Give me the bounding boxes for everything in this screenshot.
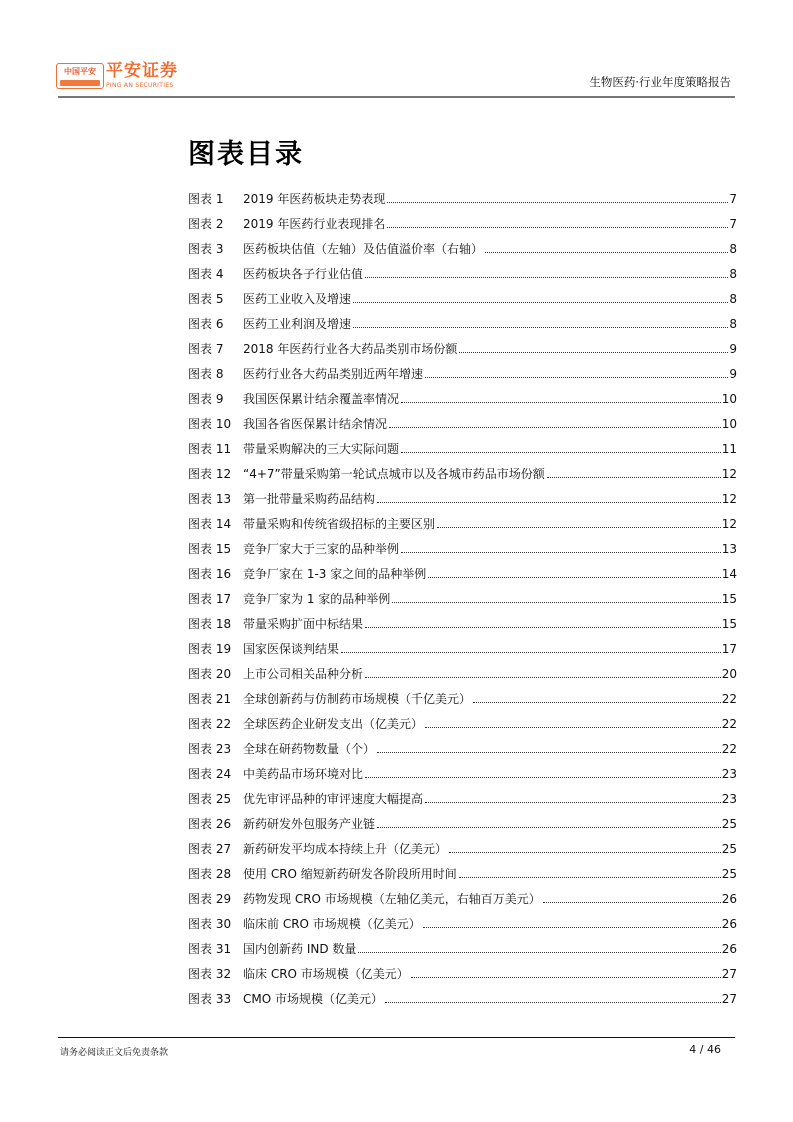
dot-leader [365, 626, 721, 628]
toc-entry[interactable] [188, 316, 737, 341]
figure-title: 临床 CRO 市场规模（亿美元） [243, 967, 409, 981]
page-ref: 13 [721, 542, 737, 556]
page-ref: 12 [721, 467, 737, 481]
figure-label: 图表 17 [188, 592, 232, 606]
disclaimer-note: 请务必阅读正文后免责条款 [60, 1048, 169, 1058]
page-ref: 23 [721, 767, 737, 781]
toc-entry[interactable] [188, 566, 737, 591]
toc-entry[interactable] [188, 991, 737, 1016]
figure-label: 图表 2 [188, 217, 224, 231]
figure-label: 图表 28 [188, 867, 232, 881]
toc-entry[interactable] [188, 916, 737, 941]
page-ref: 15 [721, 592, 737, 606]
dot-leader [428, 576, 720, 578]
logo-bar [60, 80, 100, 86]
figure-label: 图表 20 [188, 667, 232, 681]
dot-leader [392, 601, 720, 603]
ping-an-group-logo [56, 63, 104, 89]
dot-leader [365, 676, 721, 678]
toc-entry[interactable] [188, 491, 737, 516]
figure-title: 医药工业收入及增速 [243, 292, 352, 306]
page-ref: 11 [721, 442, 737, 456]
dot-leader [341, 651, 721, 653]
figure-title: 我国医保累计结余覆盖率情况 [243, 392, 400, 406]
dot-leader [449, 851, 721, 853]
page-ref: 8 [729, 267, 737, 281]
dot-leader [401, 451, 721, 453]
dot-leader [389, 426, 721, 428]
page-ref: 12 [721, 492, 737, 506]
page-ref: 20 [721, 667, 737, 681]
toc-entry[interactable] [188, 691, 737, 716]
dot-leader [425, 376, 728, 378]
toc-entry[interactable] [188, 941, 737, 966]
page-ref: 17 [721, 642, 737, 656]
dot-leader [377, 826, 721, 828]
figure-title: 使用 CRO 缩短新药研发各阶段所用时间 [243, 867, 457, 881]
figure-title: 带量采购和传统省级招标的主要区别 [243, 517, 436, 531]
page-ref: 26 [721, 917, 737, 931]
page-ref: 9 [729, 342, 737, 356]
figure-label: 图表 23 [188, 742, 232, 756]
figure-title: 优先审评品种的审评速度大幅提高 [243, 792, 424, 806]
figure-label: 图表 8 [188, 367, 224, 381]
page-ref: 15 [721, 617, 737, 631]
toc-entry[interactable] [188, 891, 737, 916]
figure-label: 图表 19 [188, 642, 232, 656]
toc-entry[interactable] [188, 516, 737, 541]
dot-leader [543, 901, 721, 903]
toc-entry[interactable] [188, 616, 737, 641]
toc-entry[interactable] [188, 966, 737, 991]
dot-leader [365, 776, 721, 778]
figure-label: 图表 10 [188, 417, 232, 431]
toc-entry[interactable] [188, 816, 737, 841]
figure-label: 图表 16 [188, 567, 232, 581]
dot-leader [353, 301, 728, 303]
figure-label: 图表 33 [188, 992, 232, 1006]
toc-entry[interactable] [188, 466, 737, 491]
dot-leader [401, 551, 721, 553]
figure-title: 竞争厂家在 1-3 家之间的品种举例 [243, 567, 427, 581]
figure-label: 图表 27 [188, 842, 232, 856]
page-ref: 25 [721, 817, 737, 831]
toc-entry[interactable] [188, 741, 737, 766]
page-ref: 12 [721, 517, 737, 531]
figure-label: 图表 12 [188, 467, 232, 481]
dot-leader [547, 476, 721, 478]
dot-leader [459, 351, 728, 353]
page-ref: 22 [721, 742, 737, 756]
figure-title: “4+7”带量采购第一轮试点城市以及各城市药品市场份额 [243, 467, 545, 481]
dot-leader [423, 926, 721, 928]
dot-leader [425, 726, 721, 728]
figure-title: 2019 年医药板块走势表现 [243, 192, 386, 206]
figure-title: 我国各省医保累计结余情况 [243, 417, 388, 431]
figure-label: 图表 4 [188, 267, 224, 281]
figure-title: 新药研发平均成本持续上升（亿美元） [243, 842, 448, 856]
figure-title: 2019 年医药行业表现排名 [243, 217, 386, 231]
dot-leader [365, 276, 728, 278]
page-ref: 10 [721, 417, 737, 431]
table-of-figures [188, 191, 737, 1016]
figure-label: 图表 29 [188, 892, 232, 906]
figure-label: 图表 18 [188, 617, 232, 631]
figure-label: 图表 14 [188, 517, 232, 531]
toc-entry[interactable] [188, 341, 737, 366]
footer-divider [58, 1037, 735, 1038]
toc-entry[interactable] [188, 591, 737, 616]
toc-entry[interactable] [188, 641, 737, 666]
toc-entry[interactable] [188, 766, 737, 791]
figure-title: 国家医保谈判结果 [243, 642, 340, 656]
page-ref: 23 [721, 792, 737, 806]
dot-leader [459, 876, 721, 878]
page-ref: 26 [721, 942, 737, 956]
figure-label: 图表 30 [188, 917, 232, 931]
figure-title: 医药板块估值（左轴）及估值溢价率（右轴） [243, 242, 484, 256]
page-ref: 25 [721, 842, 737, 856]
dot-leader [411, 976, 721, 978]
toc-entry[interactable] [188, 441, 737, 466]
figure-title: 2018 年医药行业各大药品类别市场份额 [243, 342, 458, 356]
dot-leader [385, 1001, 721, 1003]
page-ref: 10 [721, 392, 737, 406]
figure-title: 新药研发外包服务产业链 [243, 817, 376, 831]
toc-entry[interactable] [188, 866, 737, 891]
header-divider [58, 96, 735, 98]
page-ref: 14 [721, 567, 737, 581]
dot-leader [425, 801, 721, 803]
figure-label: 图表 32 [188, 967, 232, 981]
figure-label: 图表 6 [188, 317, 224, 331]
figure-title: 竞争厂家大于三家的品种举例 [243, 542, 400, 556]
brand-name-en: PING AN SECURITIES [106, 82, 174, 89]
toc-entry[interactable] [188, 541, 737, 566]
figure-title: CMO 市场规模（亿美元） [243, 992, 383, 1006]
figure-title: 医药板块各子行业估值 [243, 267, 364, 281]
figure-title: 上市公司相关品种分析 [243, 667, 364, 681]
figure-label: 图表 31 [188, 942, 232, 956]
figure-label: 图表 21 [188, 692, 232, 706]
page-ref: 8 [729, 242, 737, 256]
figure-label: 图表 7 [188, 342, 224, 356]
dot-leader [387, 226, 728, 228]
brand-logo [106, 61, 178, 89]
figure-title: 医药行业各大药品类别近两年增速 [243, 367, 424, 381]
page-ref: 26 [721, 892, 737, 906]
toc-entry[interactable] [188, 666, 737, 691]
toc-entry[interactable] [188, 366, 737, 391]
brand-name-cn: 平安证券 [106, 61, 178, 81]
toc-entry[interactable] [188, 716, 737, 741]
logo-text: 中国平安 [64, 67, 96, 76]
page-ref: 8 [729, 317, 737, 331]
figure-title: 中美药品市场环境对比 [243, 767, 364, 781]
dot-leader [377, 501, 721, 503]
toc-entry[interactable] [188, 191, 737, 216]
figure-title: 全球创新药与仿制药市场规模（千亿美元） [243, 692, 472, 706]
figure-title: 医药工业利润及增速 [243, 317, 352, 331]
page-ref: 7 [729, 217, 737, 231]
toc-entry[interactable] [188, 216, 737, 241]
figure-title: 药物发现 CRO 市场规模（左轴亿美元，右轴百万美元） [243, 892, 541, 906]
figure-label: 图表 13 [188, 492, 232, 506]
dot-leader [473, 701, 721, 703]
dot-leader [387, 201, 728, 203]
toc-entry[interactable] [188, 291, 737, 316]
page-ref: 9 [729, 367, 737, 381]
figure-title: 临床前 CRO 市场规模（亿美元） [243, 917, 421, 931]
figure-label: 图表 22 [188, 717, 232, 731]
dot-leader [353, 326, 728, 328]
figure-title: 第一批带量采购药品结构 [243, 492, 376, 506]
dot-leader [377, 751, 721, 753]
toc-entry[interactable] [188, 841, 737, 866]
toc-entry[interactable] [188, 416, 737, 441]
figure-label: 图表 26 [188, 817, 232, 831]
page-ref: 27 [721, 967, 737, 981]
dot-leader [401, 401, 721, 403]
figure-label: 图表 15 [188, 542, 232, 556]
page-ref: 22 [721, 692, 737, 706]
figure-title: 全球在研药物数量（个） [243, 742, 376, 756]
figure-label: 图表 25 [188, 792, 232, 806]
figure-label: 图表 9 [188, 392, 224, 406]
figure-title: 全球医药企业研发支出（亿美元） [243, 717, 424, 731]
dot-leader [485, 251, 728, 253]
toc-entry[interactable] [188, 391, 737, 416]
figure-title: 带量采购扩面中标结果 [243, 617, 364, 631]
figure-title: 国内创新药 IND 数量 [243, 942, 357, 956]
figure-label: 图表 3 [188, 242, 224, 256]
dot-leader [358, 951, 720, 953]
toc-entry[interactable] [188, 791, 737, 816]
report-title: 生物医药·行业年度策略报告 [589, 75, 731, 89]
page-ref: 22 [721, 717, 737, 731]
page-number: 4 / 46 [689, 1043, 721, 1056]
dot-leader [437, 526, 721, 528]
toc-entry[interactable] [188, 241, 737, 266]
page-ref: 25 [721, 867, 737, 881]
page-ref: 8 [729, 292, 737, 306]
page-ref: 7 [729, 192, 737, 206]
figure-label: 图表 11 [188, 442, 232, 456]
figure-label: 图表 1 [188, 192, 224, 206]
figure-label: 图表 5 [188, 292, 224, 306]
figure-label: 图表 24 [188, 767, 232, 781]
toc-entry[interactable] [188, 266, 737, 291]
page-ref: 27 [721, 992, 737, 1006]
figure-title: 带量采购解决的三大实际问题 [243, 442, 400, 456]
figure-title: 竞争厂家为 1 家的品种举例 [243, 592, 391, 606]
page-title: 图表目录 [188, 139, 304, 170]
